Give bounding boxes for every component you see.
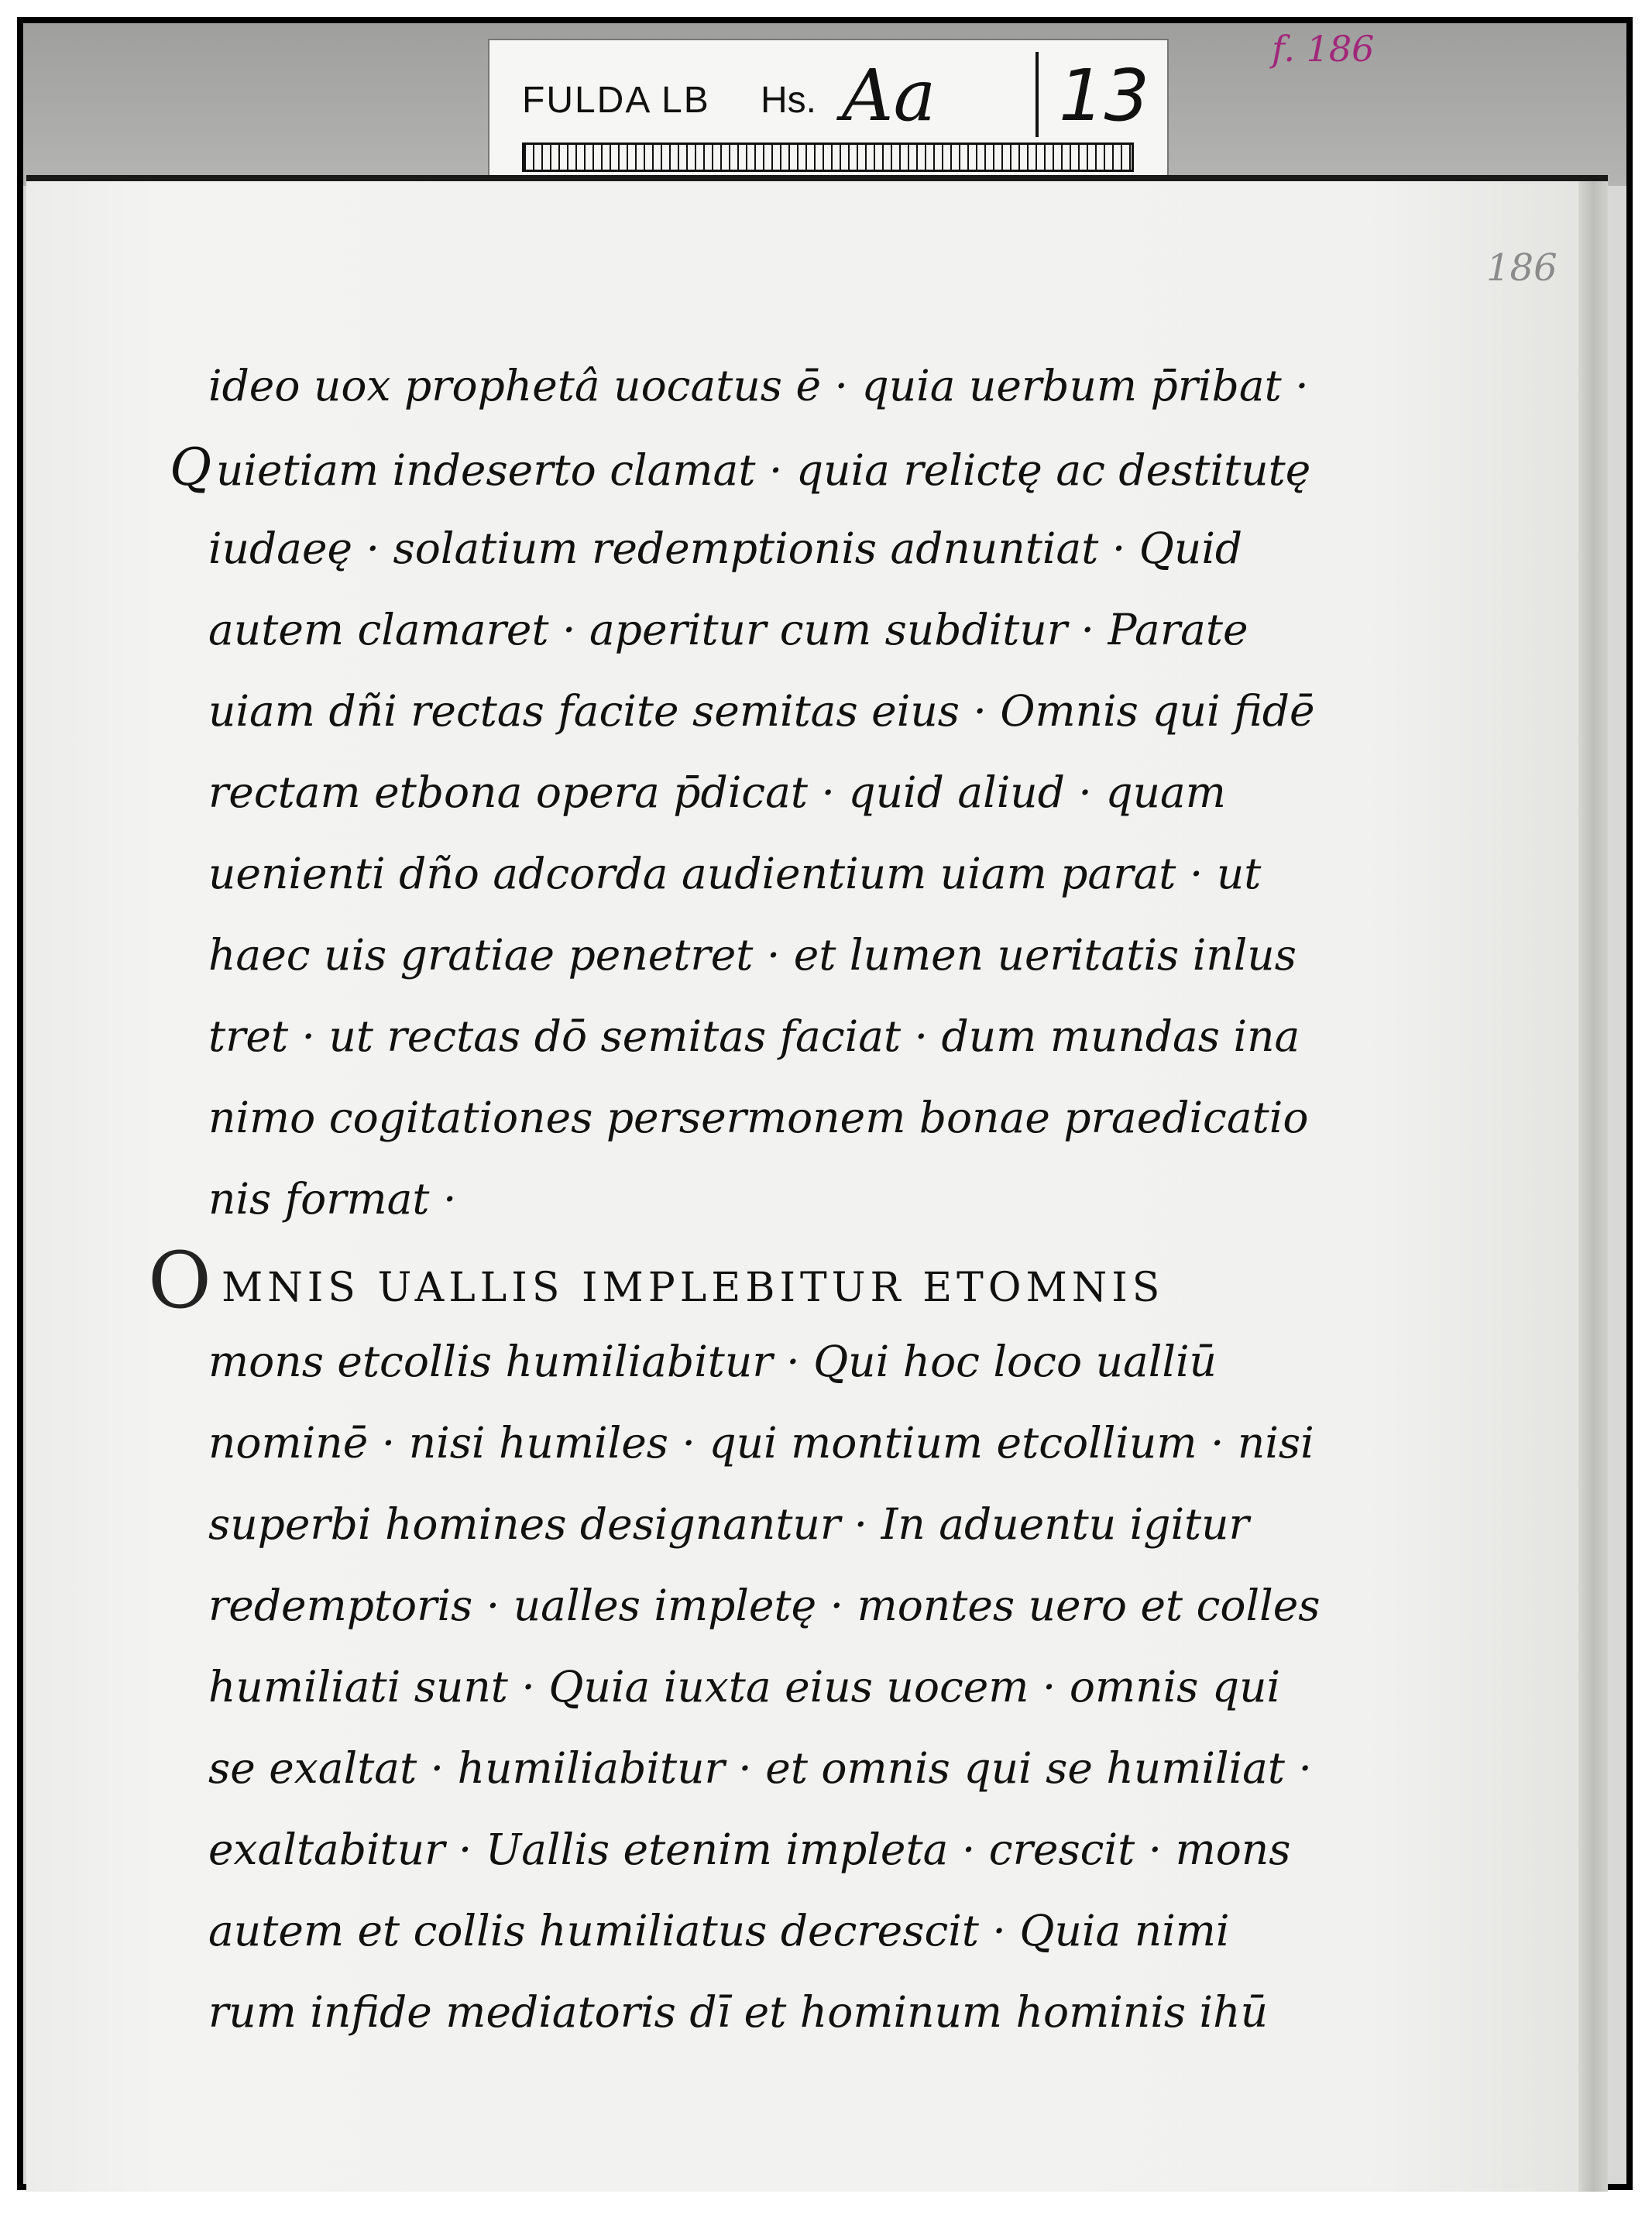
line-text: se exaltat · humiliabitur · et omnis qui se humiliat · (208, 1743, 1312, 1793)
line-text: ideo uox prophetâ uocatus ē · quia uerbum p̄ribat · (208, 361, 1309, 410)
text-line (208, 671, 1401, 752)
text-line (208, 345, 1401, 427)
library-label: FULDA LB (522, 80, 710, 121)
manuscript-text (148, 345, 1401, 2053)
manuscript-abbrev: Hs. (761, 80, 816, 121)
text-line (208, 1484, 1401, 1565)
text-line (170, 427, 1401, 508)
line-text: autem et collis humiliatus decrescit · Quia nimi (208, 1906, 1230, 1955)
text-line (208, 1972, 1401, 2053)
text-line (208, 1159, 1401, 1240)
initial-letter: Q (170, 438, 212, 497)
text-line (208, 1809, 1401, 1890)
line-text: uenienti dño adcorda audientium uiam parat · ut (208, 849, 1262, 898)
text-line (148, 1235, 1401, 1326)
cm-scale-ruler (522, 142, 1134, 172)
line-text: mons etcollis humiliabitur · Qui hoc loco ualliū (208, 1337, 1217, 1386)
line-text: tret · ut rectas dō semitas faciat · dum mundas ina (208, 1011, 1300, 1061)
line-text: rum infide mediatoris dī et hominum hominis ihū (208, 1987, 1268, 2037)
archive-folio-note: f. 186 (1272, 28, 1375, 70)
shelfmark: Aa (842, 54, 936, 137)
line-text: exaltabitur · Uallis etenim impleta · crescit · mons (208, 1825, 1291, 1874)
text-line (208, 589, 1401, 671)
line-text: nis format · (208, 1174, 457, 1224)
manuscript-page (26, 175, 1608, 2192)
text-line (208, 1403, 1401, 1484)
text-line (208, 508, 1401, 589)
text-line (208, 752, 1401, 833)
line-text: autem clamaret · aperitur cum subditur · Parate (208, 605, 1248, 654)
text-line (208, 1321, 1401, 1403)
archive-ruler-card (488, 39, 1169, 189)
line-text: uietiam indeserto clamat · quia relictę ac destitutę (216, 445, 1311, 495)
decorated-initial: O (148, 1235, 211, 1326)
line-text: haec uis gratiae penetret · et lumen ueritatis inlus (208, 930, 1297, 980)
shelfmark-separator (1036, 52, 1039, 137)
text-line (208, 996, 1401, 1077)
text-line (208, 1077, 1401, 1159)
page-edge (1578, 181, 1608, 2192)
line-text: rectam etbona opera p̄dicat · quid aliud · quam (208, 767, 1226, 817)
text-line (208, 1728, 1401, 1809)
photograph-frame (17, 17, 1633, 2190)
line-text: redemptoris · ualles impletę · montes uero et colles (208, 1581, 1321, 1630)
line-text: nimo cogitationes persermonem bonae praedicatio (208, 1093, 1309, 1142)
line-text: humiliati sunt · Quia iuxta eius uocem · omnis qui (208, 1662, 1281, 1712)
line-text: iudaeę · solatium redemptionis adnuntiat · Quid (208, 524, 1243, 573)
text-line (208, 1890, 1401, 1972)
line-text: nominē · nisi humiles · qui montium etcollium · nisi (208, 1418, 1314, 1468)
shelfmark-number: 13 (1059, 54, 1150, 137)
page-number: 186 (1486, 246, 1558, 290)
line-text: superbi homines designantur · In aduentu igitur (208, 1499, 1249, 1549)
text-line (208, 1565, 1401, 1646)
text-line (208, 1646, 1401, 1728)
line-text: MNIS UALLIS IMPLEBITUR ETOMNIS (222, 1265, 1165, 1311)
text-line (208, 833, 1401, 915)
line-text: uiam dñi rectas facite semitas eius · Omnis qui fidē (208, 686, 1315, 736)
text-line (208, 915, 1401, 996)
